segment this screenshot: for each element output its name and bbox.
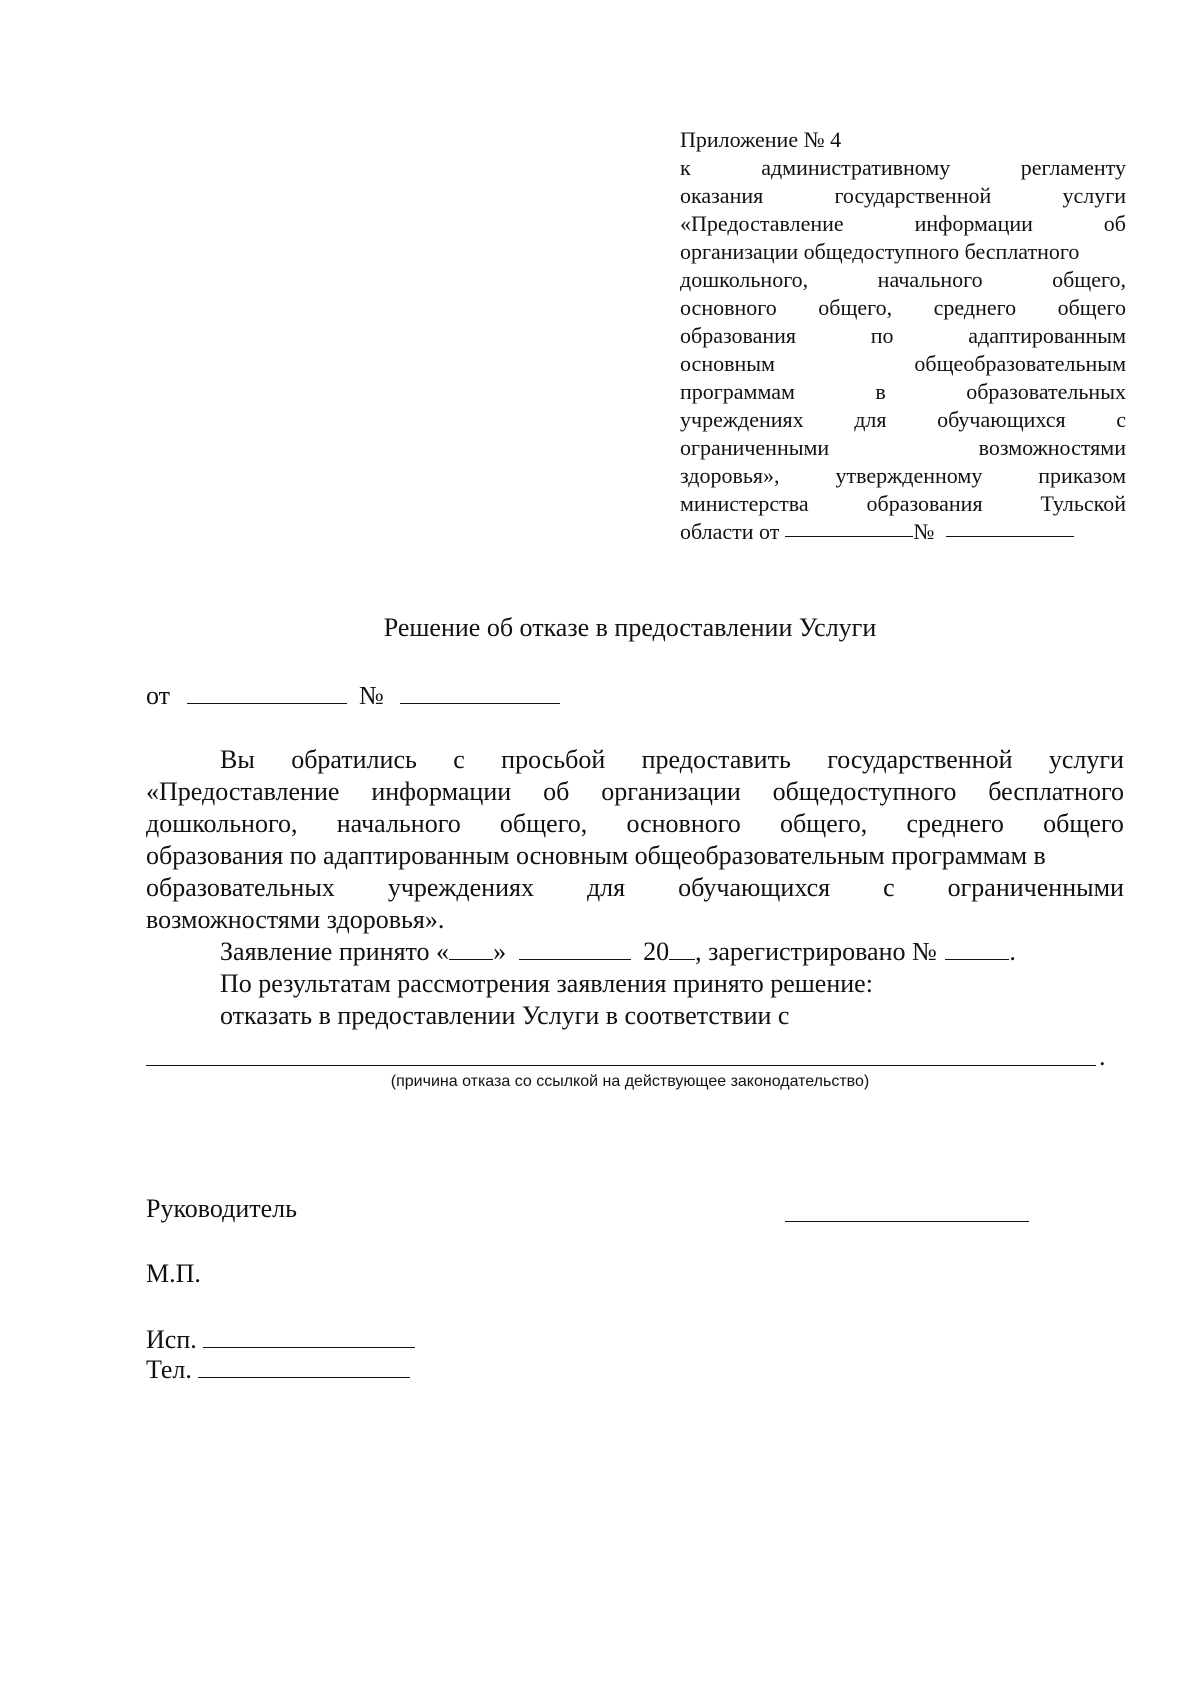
executor-line — [146, 1324, 415, 1356]
paragraph-word: с — [883, 873, 895, 902]
request-paragraph-line — [146, 872, 1124, 904]
appendix-number-sign: № — [913, 519, 935, 544]
paragraph-word: ограниченными — [947, 873, 1124, 902]
appendix-word: Тульской — [1040, 491, 1126, 516]
appendix-word: услуги — [1062, 183, 1126, 208]
decision-date-blank — [187, 681, 347, 704]
appendix-line — [680, 378, 1126, 406]
from-label: от — [146, 681, 171, 710]
appendix-word: среднего — [933, 295, 1017, 320]
appendix-word: возможностями — [978, 435, 1126, 460]
paragraph-word: для — [586, 873, 626, 902]
application-day-blank — [449, 937, 493, 960]
appendix-last-line — [680, 518, 1126, 546]
head-signature-blank — [785, 1220, 1029, 1222]
paragraph-word: общедоступного — [772, 777, 957, 806]
refusal-reason-end: . — [1099, 1042, 1106, 1071]
appendix-word: образования — [680, 323, 797, 348]
request-paragraph-line — [146, 776, 1124, 808]
application-registration-number-blank — [945, 937, 1009, 960]
appendix-word: программам — [680, 379, 795, 404]
appendix-line — [680, 434, 1126, 462]
application-registered-label: , зарегистрировано № — [695, 937, 937, 966]
paragraph-word: общего, — [779, 809, 868, 838]
application-accepted-prefix: Заявление принято « — [220, 937, 450, 966]
refusal-line: отказать в предоставлении Услуги в соответствии с — [220, 1001, 790, 1030]
decision-number-blank — [400, 681, 560, 704]
appendix-word: общего, — [1052, 267, 1126, 292]
paragraph-word: обратились — [291, 745, 417, 774]
paragraph-word: основного — [626, 809, 741, 838]
appendix-line — [680, 182, 1126, 210]
paragraph-word: информации — [371, 777, 512, 806]
appendix-date-blank — [785, 518, 913, 537]
application-year-blank — [669, 937, 695, 960]
paragraph-word: общего, — [499, 809, 588, 838]
appendix-line — [680, 350, 1126, 378]
appendix-word: ограниченными — [680, 435, 830, 460]
application-accepted-line — [146, 936, 1124, 968]
request-paragraph-line — [146, 840, 1124, 872]
paragraph-word: образовательных — [146, 873, 335, 902]
phone-blank — [198, 1355, 410, 1378]
paragraph-word: учреждениях — [387, 873, 534, 902]
paragraph-word: организации — [601, 777, 741, 806]
appendix-line — [680, 154, 1126, 182]
appendix-word: общего — [1057, 295, 1126, 320]
paragraph-word: общего — [1043, 809, 1124, 838]
appendix-word: образовательных — [966, 379, 1126, 404]
request-paragraph — [146, 744, 1124, 904]
stamp-label: М.П. — [146, 1259, 201, 1288]
request-paragraph-last-line: возможностями здоровья». — [146, 905, 445, 934]
appendix-line — [680, 210, 1126, 238]
paragraph-word: с — [453, 745, 465, 774]
application-line-end: . — [1009, 937, 1016, 966]
appendix-word: «Предоставление — [680, 211, 844, 236]
appendix-word: учреждениях — [680, 407, 804, 432]
paragraph-word: предоставить — [641, 745, 791, 774]
appendix-lines — [680, 154, 1126, 518]
refusal-reason-caption: (причина отказа со ссылкой на действующее законодательство) — [390, 1073, 870, 1090]
appendix-word: информации — [914, 211, 1033, 236]
application-year-prefix: 20 — [643, 937, 670, 966]
appendix-word: обучающихся — [937, 407, 1066, 432]
paragraph-word: Вы — [220, 745, 255, 774]
appendix-title: Приложение № 4 — [680, 127, 842, 152]
paragraph-word: дошкольного, — [146, 809, 298, 838]
paragraph-word: бесплатного — [988, 777, 1124, 806]
appendix-word: начального — [877, 267, 983, 292]
appendix-word: организации общедоступного бесплатного — [680, 239, 1080, 264]
appendix-word: утвержденному — [835, 463, 983, 488]
appendix-word: образования — [866, 491, 983, 516]
request-paragraph-line — [146, 744, 1124, 776]
appendix-line — [680, 406, 1126, 434]
appendix-word: адаптированным — [968, 323, 1126, 348]
appendix-word: регламенту — [1020, 155, 1126, 180]
appendix-word: в — [875, 379, 886, 404]
appendix-word: общеобразовательным — [914, 351, 1126, 376]
refusal-reason-blank — [146, 1064, 1096, 1066]
appendix-word: об — [1103, 211, 1126, 236]
appendix-word: здоровья», — [680, 463, 780, 488]
appendix-word: основного — [680, 295, 777, 320]
appendix-word: с — [1116, 407, 1126, 432]
paragraph-word: начального — [336, 809, 461, 838]
appendix-date-label: области от — [680, 519, 780, 544]
paragraph-word: образования по адаптированным основным общеобразовательным программам в — [146, 841, 1046, 870]
paragraph-word: среднего — [906, 809, 1004, 838]
decision-result-line: По результатам рассмотрения заявления принято решение: — [220, 969, 873, 998]
decision-date-number-line — [146, 680, 560, 712]
appendix-word: административному — [761, 155, 951, 180]
appendix-line — [680, 294, 1126, 322]
number-sign: № — [359, 681, 384, 710]
appendix-word: дошкольного, — [680, 267, 809, 292]
appendix-word: для — [854, 407, 887, 432]
appendix-word: основным — [680, 351, 775, 376]
paragraph-word: «Предоставление — [146, 777, 340, 806]
paragraph-word: государственной — [827, 745, 1013, 774]
appendix-word: оказания — [680, 183, 764, 208]
appendix-line — [680, 266, 1126, 294]
paragraph-word: услуги — [1048, 745, 1124, 774]
phone-label: Тел. — [146, 1355, 192, 1384]
appendix-line — [680, 322, 1126, 350]
appendix-number-blank — [946, 518, 1074, 537]
appendix-line — [680, 238, 1126, 266]
paragraph-word: просьбой — [501, 745, 606, 774]
appendix-word: по — [870, 323, 894, 348]
executor-label: Исп. — [146, 1325, 197, 1354]
paragraph-word: обучающихся — [678, 873, 831, 902]
executor-blank — [203, 1325, 415, 1348]
appendix-word: к — [680, 155, 691, 180]
appendix-block — [680, 126, 1126, 546]
application-month-blank — [519, 937, 631, 960]
head-label: Руководитель — [146, 1194, 297, 1223]
appendix-line — [680, 490, 1126, 518]
phone-line — [146, 1354, 410, 1386]
appendix-line — [680, 462, 1126, 490]
application-quote-close: » — [493, 937, 507, 966]
decision-body — [146, 744, 1124, 1032]
paragraph-word: об — [543, 777, 570, 806]
request-paragraph-line — [146, 808, 1124, 840]
appendix-word: министерства — [680, 491, 809, 516]
appendix-word: общего, — [818, 295, 893, 320]
document-title: Решение об отказе в предоставлении Услуги — [383, 613, 877, 642]
appendix-word: государственной — [834, 183, 992, 208]
appendix-word: приказом — [1038, 463, 1126, 488]
